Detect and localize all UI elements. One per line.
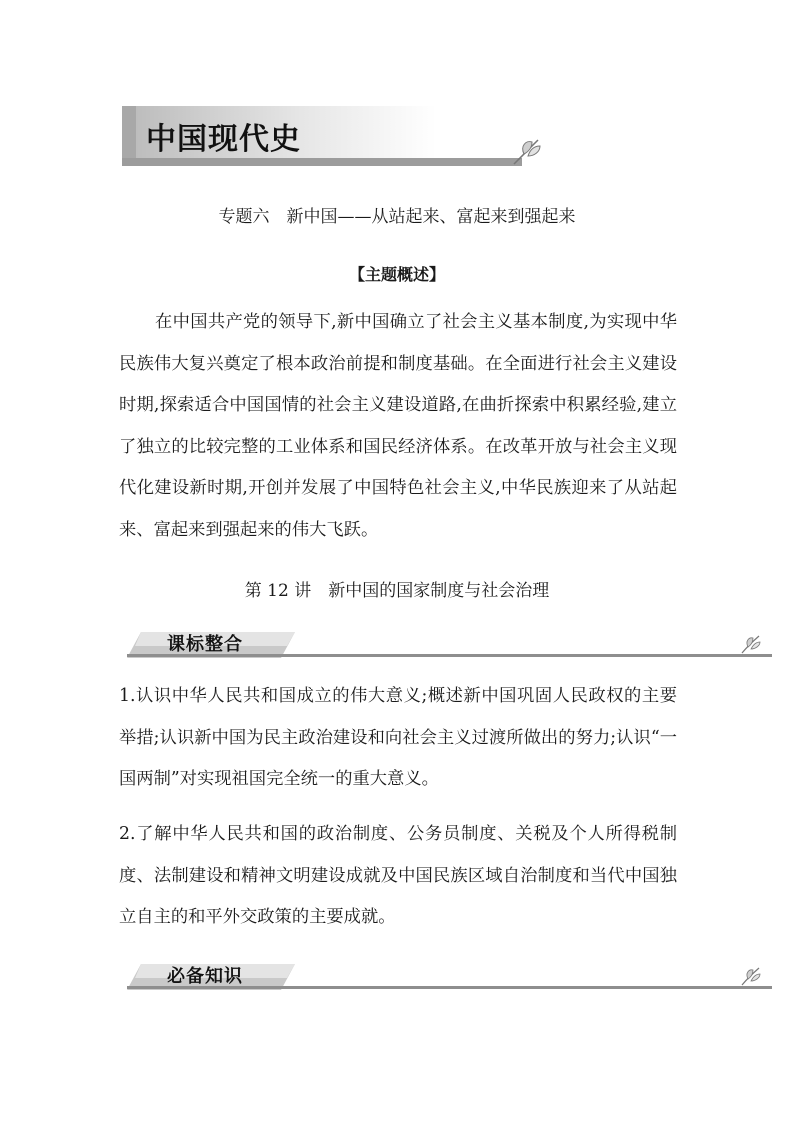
leaf-icon [510, 134, 544, 168]
curriculum-item: 1.认识中华人民共和国成立的伟大意义;概述新中国巩固人民政权的主要举措;认识新中国为民主政治建设和向社会主义过渡所做出的努力;认识“一国两制”对实现祖国完全统一的重大意义。 [119, 686, 677, 789]
chapter-title: 中国现代史 [146, 122, 301, 157]
chapter-banner [118, 100, 558, 170]
overview-paragraph: 在中国共产党的领导下,新中国确立了社会主义基本制度,为实现中华民族伟大复兴奠定了根本政治前提和制度基础。在全面进行社会主义建设时期,探索适合中国国情的社会主义建设道路,在曲折探索中积累经验,建立了独立的比较完整的工业体系和国民经济体系。在改革开放与社会主义现代化建设新时期,开创并发展了中国特色社会主义,中华民族迎来了从站起来、富起来到强起来的伟大飞跃。 [119, 312, 677, 540]
section-bar-curriculum [127, 628, 772, 662]
curriculum-item: 2.了解中华人民共和国的政治制度、公务员制度、关税及个人所得税制度、法制建设和精神文明建设成就及中国民族区域自治制度和当代中国独立自主的和平外交政策的主要成就。 [119, 824, 677, 927]
section-bar-knowledge [127, 960, 772, 994]
topic-heading: 专题六 新中国——从站起来、富起来到强起来 [218, 207, 576, 227]
section-label: 必备知识 [167, 966, 243, 987]
summary-heading: 【主题概述】 [348, 265, 445, 284]
section-label: 课标整合 [167, 634, 243, 655]
leaf-icon [739, 965, 763, 987]
lecture-heading: 第 12 讲 新中国的国家制度与社会治理 [244, 581, 550, 601]
leaf-icon [739, 633, 763, 655]
